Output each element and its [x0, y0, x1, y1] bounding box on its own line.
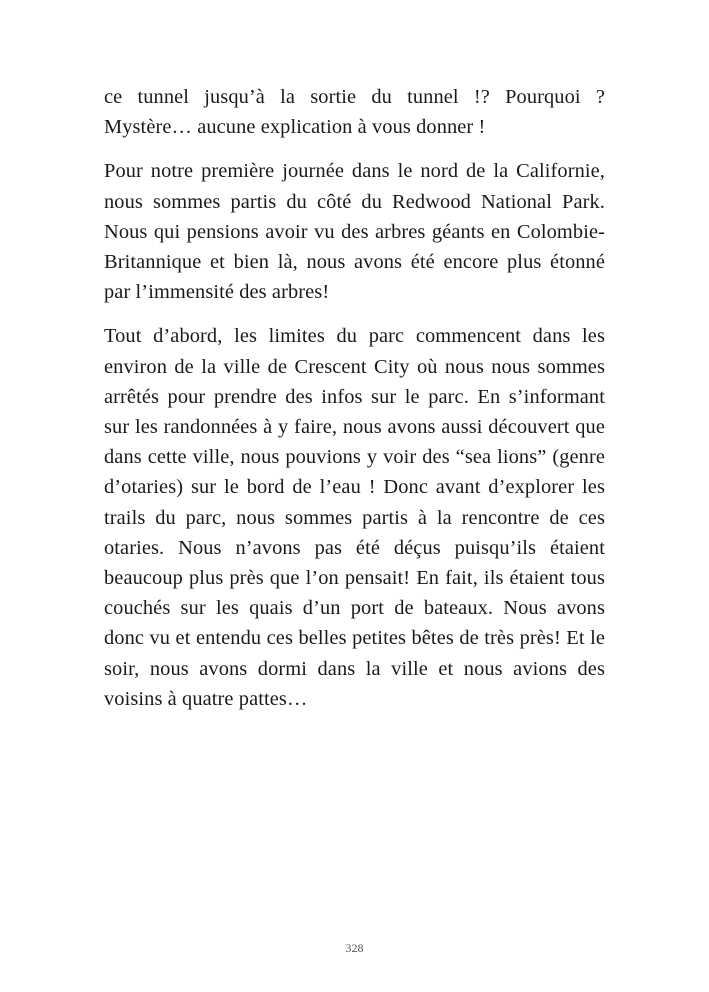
page-number: 328 — [345, 941, 364, 955]
paragraph-crescent-city: Tout d’abord, les limites du parc commencent dans les environ de la ville de Crescent City où nous nous sommes arrêtés pour prendre des infos sur le parc. En s’informant sur les randonnées à y faire, nous avons aussi découvert que dans cette ville, nous pouvions y voir des “sea lions” (genre d’otaries) sur le bord de l’eau ! Donc avant d’explorer les trails du parc, nous sommes partis à la rencontre de ces otaries. Nous n’avons pas été déçus puisqu’ils étaient beaucoup plus près que l’on pensait! En fait, ils étaient tous couchés sur les quais d’un port de bateaux. Nous avons donc vu et entendu ces belles petites bêtes de très près! Et le soir, nous avons dormi dans la ville et nous avions des voisins à quatre pattes… — [104, 325, 605, 710]
page-body — [104, 82, 605, 728]
paragraph-tunnel-ending: ce tunnel jusqu’à la sortie du tunnel !? Pourquoi ? Mystère… aucune explication à vous donner ! — [104, 86, 605, 139]
paragraph-redwood-park: Pour notre première journée dans le nord de la Californie, nous sommes partis du côté du Redwood National Park. Nous qui pensions avoir vu des arbres géants en Colombie-Britannique et bien là, nous avons été encore plus étonné par l’immensité des arbres! — [104, 160, 605, 304]
